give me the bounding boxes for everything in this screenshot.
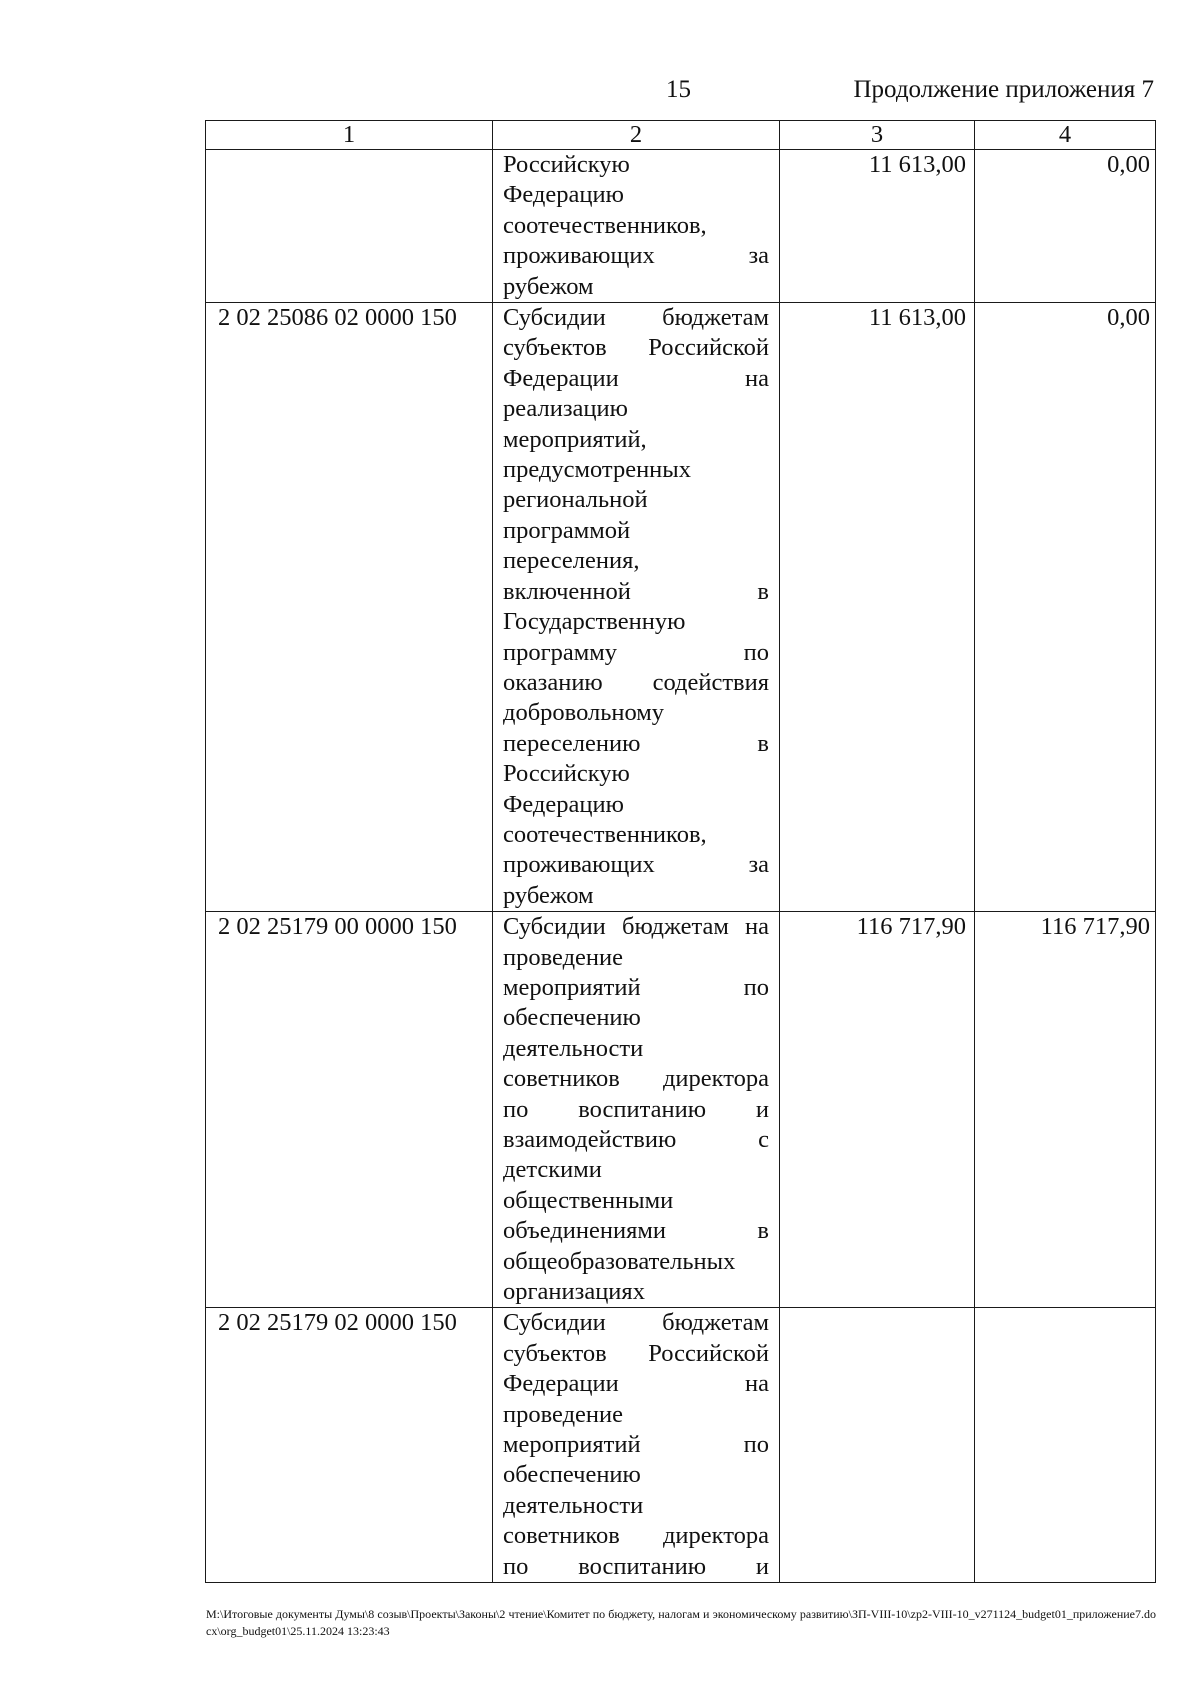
description-line: проживающих за xyxy=(503,242,769,270)
description-line: переселения, xyxy=(503,547,640,575)
description-line: детскими xyxy=(503,1156,602,1184)
revenue-description-cell xyxy=(493,150,780,303)
amount-column-3-cell: 11 613,00 xyxy=(780,303,975,912)
column-header-3: 3 xyxy=(780,121,975,150)
column-header-1: 1 xyxy=(206,121,493,150)
description-line: деятельности xyxy=(503,1491,644,1519)
description-line: рубежом xyxy=(503,272,594,300)
revenue-code-cell: 2 02 25179 02 0000 150 xyxy=(206,1308,493,1583)
description-line: советников директора xyxy=(503,1522,769,1550)
description-line: по воспитанию и xyxy=(503,1552,769,1580)
table-row xyxy=(206,912,1156,1308)
description-line: предусмотренных xyxy=(503,456,691,484)
description-line: общеобразовательных xyxy=(503,1247,736,1275)
revenue-code-cell xyxy=(206,150,493,303)
revenue-description-cell xyxy=(493,1308,780,1583)
document-file-path: M:\Итоговые документы Думы\8 созыв\Проекты\Законы\2 чтение\Комитет по бюджету, налогам и экономическому развитию\ЗП-VIII-10\zp2-VIII-10_v271124_budget01_приложение7.docx\org_budget01\25.11.2024 13:23:43 xyxy=(206,1607,1156,1638)
description-line: Российскую xyxy=(503,760,630,788)
description-line: Федерацию xyxy=(503,181,624,209)
description-line: субъектов Российской xyxy=(503,334,769,362)
description-line: взаимодействию с xyxy=(503,1126,769,1153)
description-line: реализацию xyxy=(503,395,628,423)
description-line: программой xyxy=(503,516,631,544)
table-body xyxy=(206,150,1156,1583)
table-row xyxy=(206,150,1156,303)
amount-column-3-cell: 116 717,90 xyxy=(780,912,975,1308)
description-line: советников директора xyxy=(503,1065,769,1093)
description-line: проведение xyxy=(503,943,624,971)
amount-column-3-cell: 11 613,00 xyxy=(780,150,975,303)
revenue-code-cell: 2 02 25179 00 0000 150 xyxy=(206,912,493,1308)
description-line: включенной в xyxy=(503,577,769,605)
description-line: Субсидии бюджетам xyxy=(503,304,769,332)
description-line: региональной xyxy=(503,486,648,514)
column-header-4: 4 xyxy=(975,121,1156,150)
description-line: Федерацию xyxy=(503,790,624,818)
description-line: Федерации на xyxy=(503,1370,769,1398)
description-line: организациях xyxy=(503,1278,645,1306)
description-line: оказанию содействия xyxy=(503,668,769,696)
description-line: Субсидии бюджетам xyxy=(503,1309,769,1337)
description-line: объединениями в xyxy=(503,1217,769,1245)
amount-column-4-cell: 0,00 xyxy=(975,150,1156,303)
budget-revenue-table xyxy=(205,120,1156,1583)
description-line: программу по xyxy=(503,638,769,666)
description-line: по воспитанию и xyxy=(503,1095,769,1123)
table-row xyxy=(206,303,1156,912)
description-line: добровольному xyxy=(503,699,665,727)
description-line: обеспечению xyxy=(503,1461,641,1489)
amount-column-4-cell xyxy=(975,1308,1156,1583)
description-line: мероприятий, xyxy=(503,425,647,453)
description-line: Государственную xyxy=(503,608,686,636)
description-line: деятельности xyxy=(503,1034,644,1062)
revenue-description-cell xyxy=(493,912,780,1308)
revenue-code-cell: 2 02 25086 02 0000 150 xyxy=(206,303,493,912)
amount-column-3-cell xyxy=(780,1308,975,1583)
description-line: проведение xyxy=(503,1400,624,1428)
description-line: соотечественников, xyxy=(503,211,707,239)
description-line: проживающих за xyxy=(503,851,769,879)
amount-column-4-cell: 116 717,90 xyxy=(975,912,1156,1308)
description-line: общественными xyxy=(503,1186,674,1214)
description-line: рубежом xyxy=(503,881,594,909)
amount-column-4-cell: 0,00 xyxy=(975,303,1156,912)
revenue-description-cell xyxy=(493,303,780,912)
page-number: 15 xyxy=(666,76,691,103)
table-row xyxy=(206,1308,1156,1583)
description-line: соотечественников, xyxy=(503,820,707,848)
description-line: мероприятий по xyxy=(503,1431,769,1459)
description-line: мероприятий по xyxy=(503,973,769,1001)
description-line: субъектов Российской xyxy=(503,1339,769,1367)
column-header-2: 2 xyxy=(493,121,780,150)
description-line: переселению в xyxy=(503,729,769,757)
description-line: обеспечению xyxy=(503,1004,641,1032)
column-number-row xyxy=(206,121,1156,150)
description-line: Федерации на xyxy=(503,364,769,392)
description-line: Российскую xyxy=(503,151,630,178)
description-line: Субсидии бюджетам на xyxy=(503,913,769,941)
appendix-continuation-label: Продолжение приложения 7 xyxy=(853,76,1154,103)
